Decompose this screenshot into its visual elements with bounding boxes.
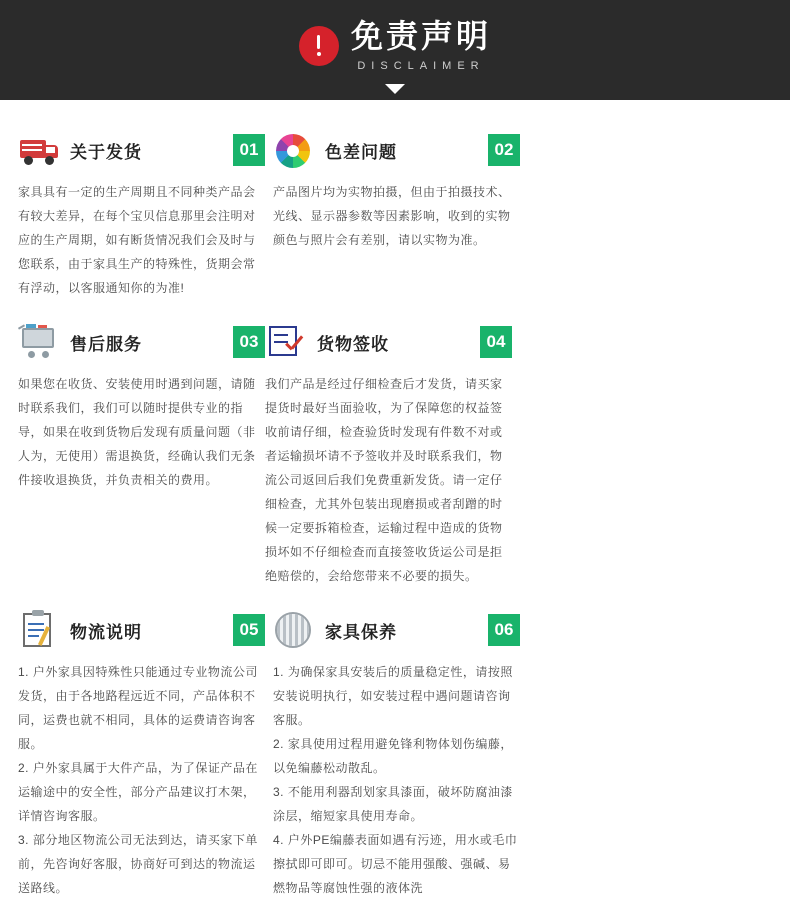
section-number-04: 04 [480,326,512,358]
section-title-05: 物流说明 [70,622,142,642]
page-subtitle: DISCLAIMER [357,60,485,72]
section-header-03 [18,314,265,370]
section-paragraph: 1. 户外家具因特殊性只能通过专业物流公司发货，由于各地路程远近不同，产品体积不同，运费也就不相同，具体的运费请咨询客服。 [18,665,258,751]
page-title: 免责声明 [350,18,491,54]
section-paragraph: 我们产品是经过仔细检查后才发货，请买家提货时最好当面验收，为了保障您的权益签收前请仔细，检查验货时发现有件数不对或者运输损坏请不予签收并及时联系我们，物流公司返回后我们免费重新发货。请一定仔细检查，尤其外包装出现磨损或者刮蹭的时候一定要拆箱检查，运输过程中造成的货物损坏如不仔细检查而直接签收货运公司是拒绝赔偿的，会给您带来不必要的损失。 [265,377,503,583]
section-paragraph: 3. 不能用利器刮划家具漆面，破坏防腐油漆涂层，缩短家具使用寿命。 [273,785,513,823]
document-list-icon [18,610,62,650]
truck-icon [18,130,62,170]
section-paragraph: 2. 家具使用过程用避免锋利物体划伤编藤，以免编藤松动散乱。 [273,737,513,775]
section-title-02: 色差问题 [325,142,397,162]
section-card-06 [273,602,520,900]
section-header-06 [273,602,520,658]
sections-grid [0,100,790,914]
section-body-05 [18,660,265,900]
section-title-04: 货物签收 [317,334,389,354]
section-title-01: 关于发货 [70,142,142,162]
section-body-03 [18,372,265,492]
section-paragraph: 3. 部分地区物流公司无法到达，请买家下单前，先咨询好客服，协商好可到达的物流运送路线。 [18,833,258,895]
section-card-03 [18,314,265,588]
arrow-down-icon [385,84,405,94]
exclamation-seal-icon [299,26,339,66]
section-card-05 [18,602,265,900]
section-paragraph: 家具具有一定的生产周期且不同种类产品会有较大差异，在每个宝贝信息那里会注明对应的生产周期，如有断货情况我们会及时与您联系，由于家具生产的特殊性，货期会常有浮动，以客服通知你的为准! [18,185,256,295]
section-body-06 [273,660,520,900]
header-inner [0,0,790,78]
section-number-06: 06 [488,614,520,646]
section-paragraph: 产品图片均为实物拍摄，但由于拍摄技术、光线、显示器参数等因素影响，收到的实物颜色与照片会有差别，请以实物为准。 [273,185,511,247]
section-header-01 [18,122,265,178]
disclaimer-header [0,0,790,100]
section-card-04 [265,314,512,588]
color-wheel-icon [273,130,317,170]
section-number-01: 01 [233,134,265,166]
furniture-care-icon [273,610,317,650]
section-body-01 [18,180,265,300]
section-number-02: 02 [488,134,520,166]
section-title-06: 家具保养 [325,622,397,642]
section-paragraph: 1. 为确保家具安装后的质量稳定性，请按照安装说明执行，如安装过程中遇问题请咨询客服。 [273,665,513,727]
section-card-02 [273,122,520,300]
section-header-04 [265,314,512,370]
header-title-block [351,17,491,75]
section-body-04 [265,372,512,588]
shopping-cart-icon [18,322,62,362]
section-paragraph: 4. 户外PE编藤表面如遇有污迹，用水或毛巾擦拭即可即可。切忌不能用强酸、强碱、易燃物品等腐蚀性强的液体洗 [273,833,518,895]
section-number-05: 05 [233,614,265,646]
section-header-02 [273,122,520,178]
section-number-03: 03 [233,326,265,358]
clipboard-check-icon [265,322,309,362]
section-paragraph: 如果您在收货、安装使用时遇到问题，请随时联系我们，我们可以随时提供专业的指导，如果在收到货物后发现有质量问题（非人为，无使用）需退换货，经确认我们无条件接收退换货，并负责相关的费用。 [18,377,256,487]
section-title-03: 售后服务 [70,334,142,354]
section-header-05 [18,602,265,658]
section-paragraph: 2. 户外家具属于大件产品，为了保证产品在运输途中的安全性，部分产品建议打木架，详情咨询客服。 [18,761,258,823]
section-card-01 [18,122,265,300]
section-body-02 [273,180,520,252]
